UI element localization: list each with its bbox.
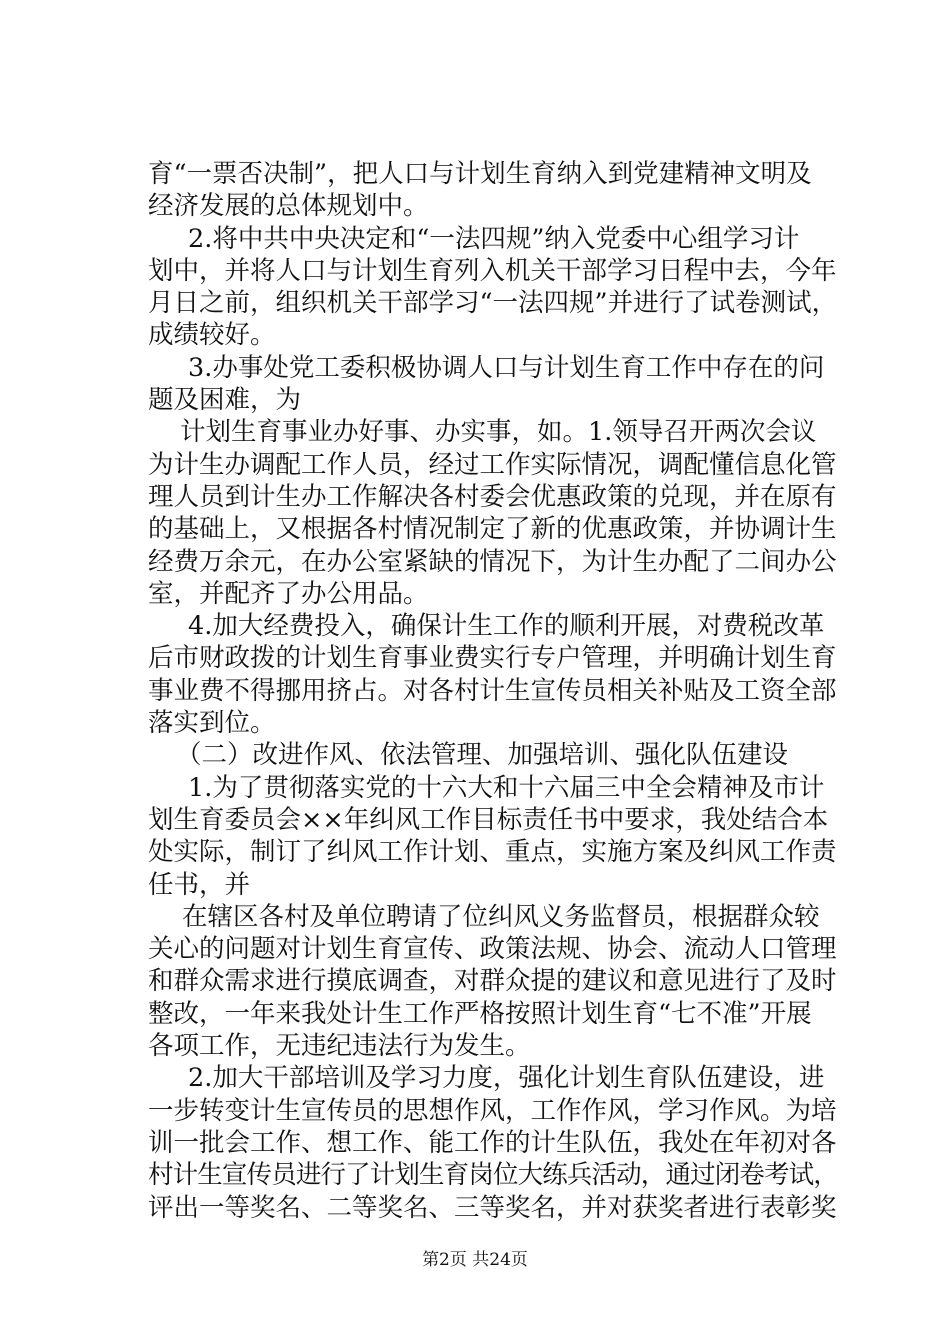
text-line: 为计生办调配工作人员，经过工作实际情况，调配懂信息化管 — [148, 449, 837, 480]
text-line: 事业费不得挪用挤占。对各村计生宣传员相关补贴及工资全部 — [148, 675, 837, 706]
text-line: 任书，并 — [148, 869, 251, 900]
text-line: 整改，一年来我处计生工作严格按照计划生育“七不准”开展 — [148, 998, 812, 1029]
body-text — [148, 158, 838, 1224]
text-line: 处实际，制订了纠风工作计划、重点，实施方案及纠风工作责 — [148, 837, 837, 868]
text-line: 划中，并将人口与计划生育列入机关干部学习日程中去，今年 — [148, 255, 837, 286]
text-line: 评出一等奖名、二等奖名、三等奖名，并对获奖者进行表彰奖 — [148, 1192, 837, 1223]
text-line: 划生育委员会××年纠风工作目标责任书中要求，我处结合本 — [148, 804, 829, 835]
text-line: 成绩较好。 — [148, 320, 276, 351]
page-footer: 第2页 共24页 — [422, 1250, 528, 1270]
text-line: 育“一票否决制”，把人口与计划生育纳入到党建精神文明及 — [148, 159, 812, 189]
text-line: 2.将中共中央决定和“一法四规”纳入党委中心组学习计 — [188, 223, 800, 254]
text-line: 经济发展的总体规划中。 — [148, 191, 429, 222]
text-line: 室，并配齐了办公用品。 — [148, 578, 429, 609]
text-line: 训一批会工作、想工作、能工作的计生队伍，我处在年初对各 — [148, 1127, 837, 1158]
text-line: 月日之前，组织机关干部学习“一法四规”并进行了试卷测试， — [148, 288, 838, 319]
text-line: 后市财政拨的计划生育事业费实行专户管理，并明确计划生育 — [148, 643, 837, 674]
text-line: 3.办事处党工委积极协调人口与计划生育工作中存在的问 — [188, 352, 825, 383]
text-line: 2.加大干部培训及学习力度，强化计划生育队伍建设，进 — [188, 1063, 825, 1094]
text-line: 和群众需求进行摸底调查，对群众提的建议和意见进行了及时 — [148, 966, 837, 997]
text-line: 理人员到计生办工作解决各村委会优惠政策的兑现，并在原有 — [148, 481, 837, 512]
text-line: 经费万余元，在办公室紧缺的情况下，为计生办配了二间办公 — [148, 546, 837, 577]
text-line: 题及困难，为 — [148, 385, 302, 416]
text-line: 在辖区各村及单位聘请了位纠风义务监督员，根据群众较 — [182, 901, 820, 932]
text-line: 各项工作，无违纪违法行为发生。 — [148, 1031, 531, 1062]
text-line: 村计生宣传员进行了计划生育岗位大练兵活动，通过闭卷考试， — [148, 1160, 838, 1191]
text-line: 1.为了贯彻落实党的十六大和十六届三中全会精神及市计 — [188, 772, 825, 803]
text-line: 一步转变计生宣传员的思想作风，工作作风，学习作风。为培 — [148, 1095, 837, 1126]
text-line: 关心的问题对计划生育宣传、政策法规、协会、流动人口管理 — [148, 934, 837, 965]
text-line: 落实到位。 — [148, 708, 276, 739]
text-line: 4.加大经费投入，确保计生工作的顺利开展，对费税改革 — [188, 611, 825, 642]
text-line: （二）改进作风、依法管理、加强培训、强化队伍建设 — [176, 740, 789, 771]
text-line: 计划生育事业办好事、办实事，如。1.领导召开两次会议 — [180, 417, 817, 448]
text-line: 的基础上，又根据各村情况制定了新的优惠政策，并协调计生 — [148, 514, 837, 545]
